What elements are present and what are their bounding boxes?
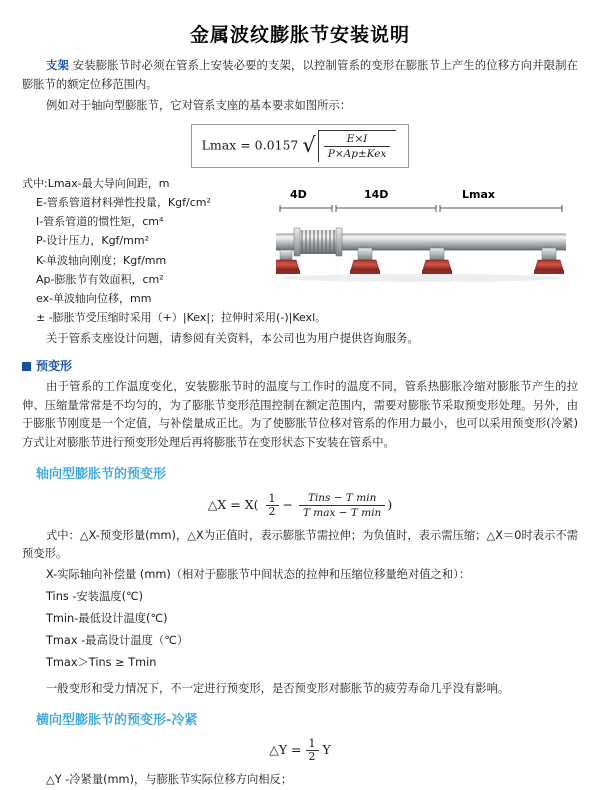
radical-icon: √ <box>302 133 316 158</box>
support-section-intro <box>22 57 578 94</box>
axial-variable-4: Tmax＞Tins ≥ Tmin <box>46 656 157 670</box>
figure-dimension-labels <box>276 188 566 204</box>
axial-predeform-note: 一般变形和受力情况下，不一定进行预变形，是否预变形对膨胀节的疲劳寿命几乎没有影响。 <box>46 682 510 696</box>
axial-variable-3: Tmax -最高设计温度（℃） <box>46 634 189 648</box>
predeform-paragraph: 由于管系的工作温度变化，安装膨胀节时的温度与工作时的温度不同，管系热膨胀冷缩对膨胀节产生的拉伸、压缩量常常是不均匀的，为了膨胀节变形范围控制在额定范围内，需要对膨胀节采取预变形处理。另外，由于膨胀节刚度是一个定值，与补偿量成正比。为了使膨胀节位移对管系的作用力最小，也可以采用预变形(冷紧)方式让对膨胀节进行预变形处理后再将膨胀节在变形状态下安装在管系中。 <box>22 380 578 450</box>
predeform-section-heading: 预变形 <box>22 357 578 374</box>
lateral-eq-half: $\frac{1}{2}$ <box>306 738 319 763</box>
formula-lmax-radicand <box>318 130 397 162</box>
formula-lmax-container <box>22 124 578 168</box>
page-title: 金属波纹膨胀节安装说明 <box>189 24 410 46</box>
axial-eq-paren-open <box>259 494 266 519</box>
legend-item-1: E-管系管道材料弹性投量，Kgf/cm² <box>36 196 211 210</box>
lateral-eq-lhs: △Y = <box>269 741 302 757</box>
axial-eq-minus: − <box>282 496 293 512</box>
axial-eq-lhs: △X = X( <box>207 496 259 512</box>
legend-item-6: ex-单波轴向位移，mm <box>36 291 152 305</box>
axial-variable-list <box>46 564 578 674</box>
lateral-predeform-heading: 横向型膨胀节的预变形-冷紧 <box>36 712 198 728</box>
support-anchor-right <box>534 248 564 274</box>
axial-predeform-equation <box>22 492 578 519</box>
support-guide-mid2 <box>422 248 452 274</box>
figure-label-lmax: Lmax <box>462 188 495 201</box>
support-guide-mid1 <box>350 248 380 274</box>
axial-predeform-heading: 轴向型膨胀节的预变形 <box>36 466 167 482</box>
formula-lmax-lhs: Lmax = 0.0157 <box>201 137 299 153</box>
square-bullet-icon-2 <box>22 362 31 371</box>
axial-eq-rhs: ) <box>387 496 393 512</box>
axial-eq-half: $\frac{1}{2}$ <box>266 493 279 518</box>
axial-eq-temp-fraction: $\frac{\text{Tins − T min}}{\text{T max − T min}}$ <box>299 492 385 519</box>
figure-column <box>272 174 578 296</box>
legend-item-2: I-管系管道的惯性矩，cm⁴ <box>36 215 164 229</box>
formula-lmax <box>191 124 410 168</box>
legend-figure-row <box>22 174 578 327</box>
formula-lmax-numerator: E×I <box>324 133 391 147</box>
legend-item-5: Ap-膨胀节有效面积，cm² <box>36 272 164 286</box>
formula-lmax-denominator: P×Ap±Kex <box>327 147 387 160</box>
lateral-eq-rhs: Y <box>322 741 331 757</box>
axial-variable-0: X-实际轴向补偿量 (mm)（相对于膨胀节中间状态的拉伸和压缩位移量绝对值之和）： <box>46 568 471 582</box>
support-paragraph-1: 安装膨胀节时必须在管系上安装必要的支架，以控制管系的变形在膨胀节上产生的位移方向并限制在膨胀节的额定位移范围内。 <box>22 59 578 91</box>
legend-item-0: 式中:Lmax-最大导向间距，m <box>22 177 170 190</box>
legend-item-3: P-设计压力，Kgf/mm² <box>36 234 149 248</box>
formula-lmax-fraction <box>324 133 391 160</box>
bellows-expansion-joint <box>294 228 342 256</box>
axial-predeform-explain: 式中：△X-预变形量(mm)，△X为正值时，表示膨胀节需拉伸；为负值时，表示需压缩；△X＝0时表示不需预变形。 <box>22 528 578 561</box>
lateral-predeform-explain: △Y -冷紧量(mm)，与膨胀节实际位移方向相反； <box>46 772 293 786</box>
dimension-lines <box>280 205 562 212</box>
support-paragraph-2: 例如对于轴向型膨胀节，它对管系支座的基本要求如图所示： <box>46 99 352 113</box>
legend-item-7: ± -膨胀节受压缩时采用（+）|Kex|；拉伸时采用(-)|Kexl。 <box>36 310 327 324</box>
figure-label-4d: 4D <box>290 188 307 201</box>
legend-item-4: K-单波轴向刚度；Kgf/mm <box>36 253 167 267</box>
pipe-support-figure <box>276 188 566 296</box>
lateral-predeform-equation <box>22 738 578 763</box>
axial-variable-2: Tmin-最低设计温度(℃) <box>46 612 168 626</box>
pipe-assembly-diagram <box>276 204 566 296</box>
support-section-heading: 支架 <box>46 59 69 72</box>
figure-label-14d: 14D <box>364 188 389 201</box>
support-design-note: 关于管系支座设计问题，请参阅有关资料，本公司也为用户提供咨询服务。 <box>46 332 419 345</box>
axial-variable-1: Tins -安装温度(℃) <box>46 590 144 604</box>
